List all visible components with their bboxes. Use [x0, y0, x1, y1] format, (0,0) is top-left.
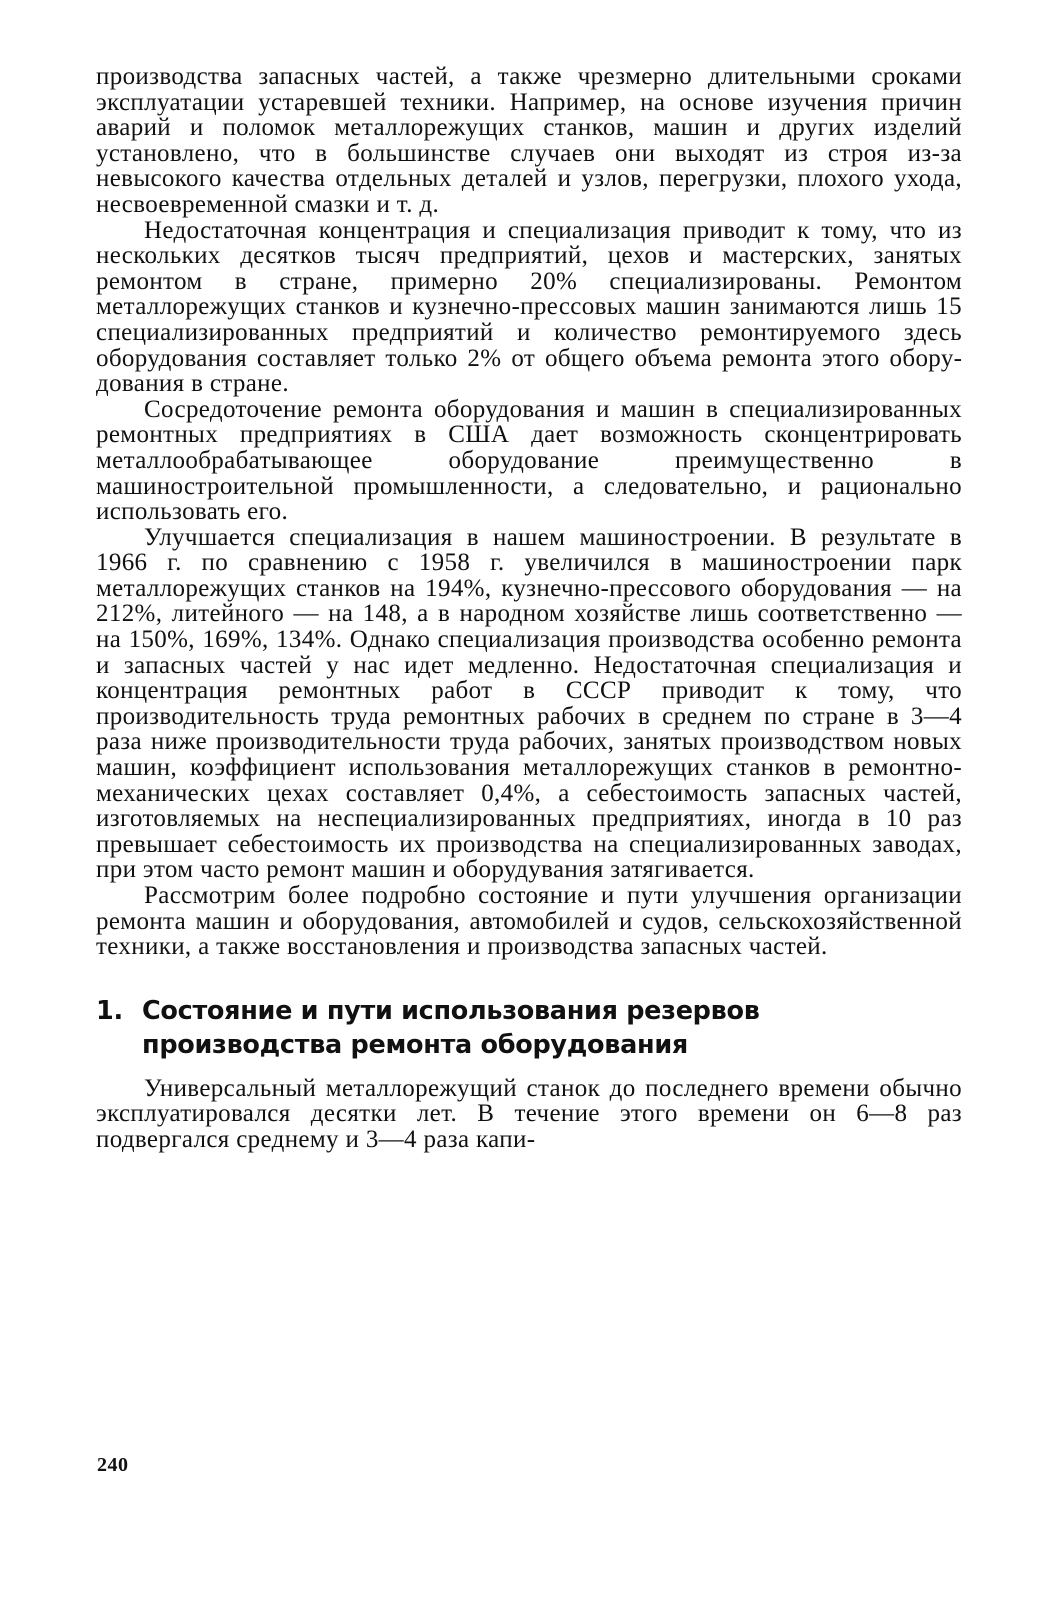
page-number: 240 [97, 1454, 129, 1476]
paragraph-3: Сосредоточение ремонта оборудования и машин в специализированных ремонтных предприятиях в США дает возможность сконцентрировать металлообрабатывающее оборудование преимущественно в машиностроительной промышленности, а следовательно, и рационально использовать его. [96, 395, 962, 526]
section-text [96, 1076, 962, 1153]
paragraph-4: Улучшается специализация в нашем машиностроении. В результате в 1966 г. по сравнению с 1958 г. увеличился в машиностроении парк металлорежущих станков на 194%, кузнечно-прессового оборудования — на 212%, литейного — на 148, а в народном хозяйстве лишь соответственно — на 150%, 169%, 134%. Однако специализация производства особенно ремонта и запасных частей у нас идет медленно. Недостаточная специализация и концентрация ремонтных работ в СССР приводит к тому, что производительность труда ремонтных рабочих в среднем по стране в 3—4 раза ниже производительности труда рабочих, занятых производством новых машин, коэффициент использования металлорежущих станков в ремонтно-механических цехах составляет 0,4%, а себестоимость запасных частей, изготовляемых на неспециализированных предприятиях, иногда в 10 раз превышает себестоимость их производства на специализированных заводах, при этом часто ремонт машин и оборудувания затягивается. [96, 523, 962, 884]
section-heading [96, 994, 962, 1062]
document-page [96, 64, 962, 1153]
paragraph-6: Универсальный металлорежущий станок до последнего времени обычно эксплуатировался десятки лет. В течение этого времени он 6—8 раз подвергался среднему и 3—4 раза капи- [96, 1074, 962, 1153]
section-title-line-2: производства ремонта оборудования [142, 1029, 688, 1060]
section-title-line-1: Состояние и пути использования резервов [142, 995, 760, 1026]
paragraph-1: производства запасных частей, а также чрезмерно длительными сроками эксплуатации устаревшей техники. Например, на основе изучения причин аварий и поломок металлорежущих станков, машин и других изделий установлено, что в большинстве случаев они выходят из строя из-за невысокого качества отдельных деталей и узлов, перегрузки, плохого ухода, несвоевременной смазки и т. д. [96, 63, 962, 218]
paragraph-5: Рассмотрим более подробно состояние и пути улучшения организации ремонта машин и оборудования, автомобилей и судов, сельскохозяйственной техники, а также восстановления и производства запасных частей. [96, 882, 962, 961]
paragraph-2: Недостаточная концентрация и специализация приводит к тому, что из нескольких десятков тысяч предприятий, цехов и мастерских, занятых ремонтом в стране, примерно 20% специализированы. Ремонтом металлорежущих станков и кузнечно-прессовых машин занимаются лишь 15 специализированных предприятий и количество ремонтируемого здесь оборудования составляет только 2% от общего объема ремонта этого оборудования в стране. [96, 216, 962, 398]
section-number: 1. [96, 995, 123, 1026]
body-text [96, 64, 962, 960]
